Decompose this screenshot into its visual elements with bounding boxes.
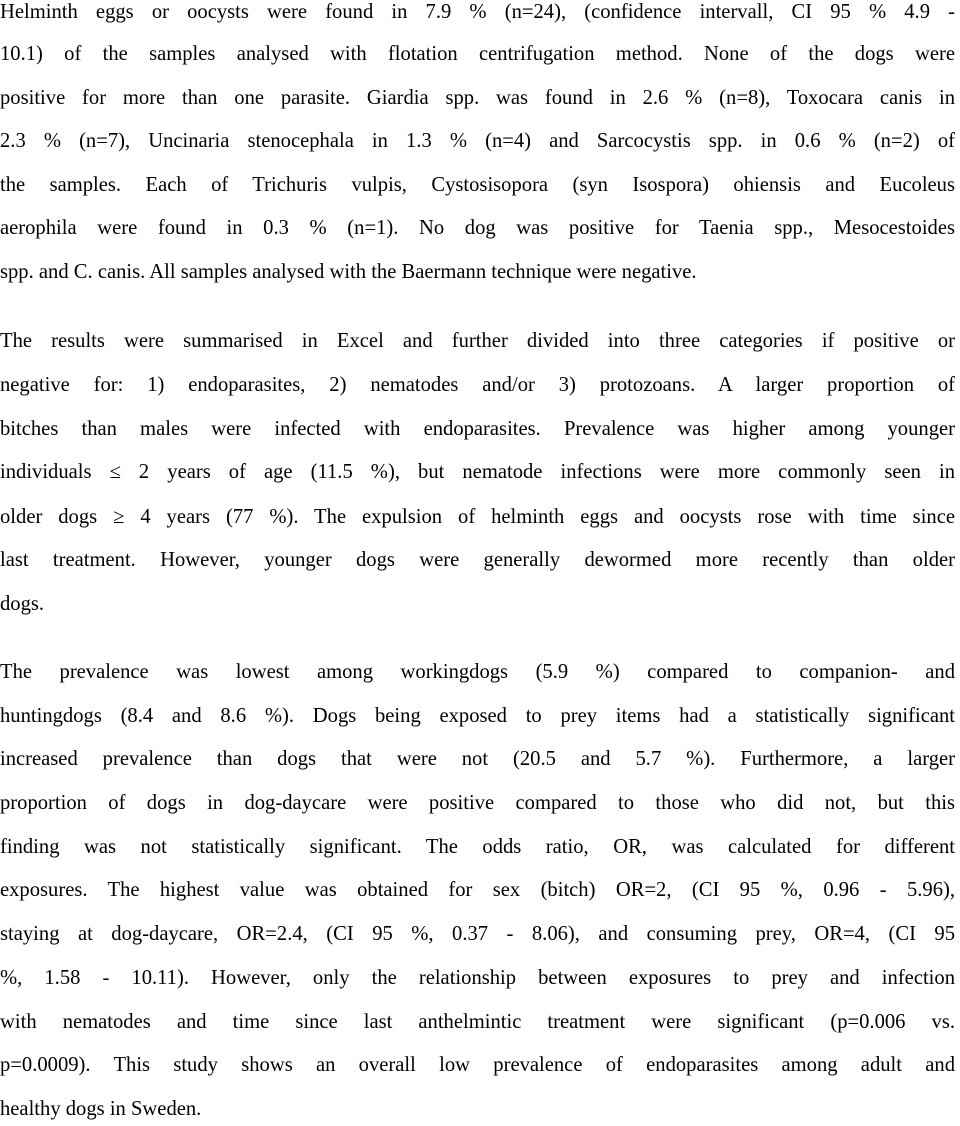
text-line: the samples. Each of Trichuris vulpis, Cystosisopora (syn Isospora) ohiensis and Eucoleus bbox=[0, 174, 955, 196]
text-line: staying at dog-daycare, OR=2.4, (CI 95 %, 0.37 - 8.06), and consuming prey, OR=4, (CI 95 bbox=[0, 923, 955, 945]
text-line: bitches than males were infected with endoparasites. Prevalence was higher among younger bbox=[0, 418, 955, 440]
text-line: finding was not statistically significant. The odds ratio, OR, was calculated for different bbox=[0, 836, 955, 858]
text-line: healthy dogs in Sweden. bbox=[0, 1098, 202, 1120]
text-line: last treatment. However, younger dogs were generally dewormed more recently than older bbox=[0, 549, 955, 571]
text-line: dogs. bbox=[0, 593, 45, 615]
text-line: spp. and C. canis. All samples analysed with the Baermann technique were negative. bbox=[0, 261, 697, 283]
text-line: older dogs ≥ 4 years (77 %). The expulsion of helminth eggs and oocysts rose with time since bbox=[0, 506, 955, 528]
text-line: 10.1) of the samples analysed with flotation centrifugation method. None of the dogs were bbox=[0, 43, 955, 65]
text-line: increased prevalence than dogs that were not (20.5 and 5.7 %). Furthermore, a larger bbox=[0, 748, 955, 770]
text-line: with nematodes and time since last anthelmintic treatment were significant (p=0.006 vs. bbox=[0, 1011, 955, 1033]
text-line: The prevalence was lowest among workingdogs (5.9 %) compared to companion- and bbox=[0, 661, 955, 683]
text-line: positive for more than one parasite. Giardia spp. was found in 2.6 % (n=8), Toxocara canis in bbox=[0, 87, 955, 109]
text-line: exposures. The highest value was obtained for sex (bitch) OR=2, (CI 95 %, 0.96 - 5.96), bbox=[0, 879, 955, 901]
text-line: negative for: 1) endoparasites, 2) nematodes and/or 3) protozoans. A larger proportion of bbox=[0, 374, 955, 396]
text-line: huntingdogs (8.4 and 8.6 %). Dogs being exposed to prey items had a statistically significant bbox=[0, 705, 955, 727]
text-line: aerophila were found in 0.3 % (n=1). No dog was positive for Taenia spp., Mesocestoides bbox=[0, 217, 955, 239]
text-line: 2.3 % (n=7), Uncinaria stenocephala in 1.3 % (n=4) and Sarcocystis spp. in 0.6 % (n=2) of bbox=[0, 130, 955, 152]
text-line: %, 1.58 - 10.11). However, only the relationship between exposures to prey and infection bbox=[0, 967, 955, 989]
text-line: The results were summarised in Excel and further divided into three categories if positive or bbox=[0, 330, 955, 352]
text-line: Helminth eggs or oocysts were found in 7.9 % (n=24), (confidence intervall, CI 95 % 4.9 - bbox=[0, 1, 955, 23]
text-line: proportion of dogs in dog-daycare were positive compared to those who did not, but this bbox=[0, 792, 955, 814]
text-line: p=0.0009). This study shows an overall low prevalence of endoparasites among adult and bbox=[0, 1054, 955, 1076]
text-line: individuals ≤ 2 years of age (11.5 %), but nematode infections were more commonly seen in bbox=[0, 461, 955, 483]
